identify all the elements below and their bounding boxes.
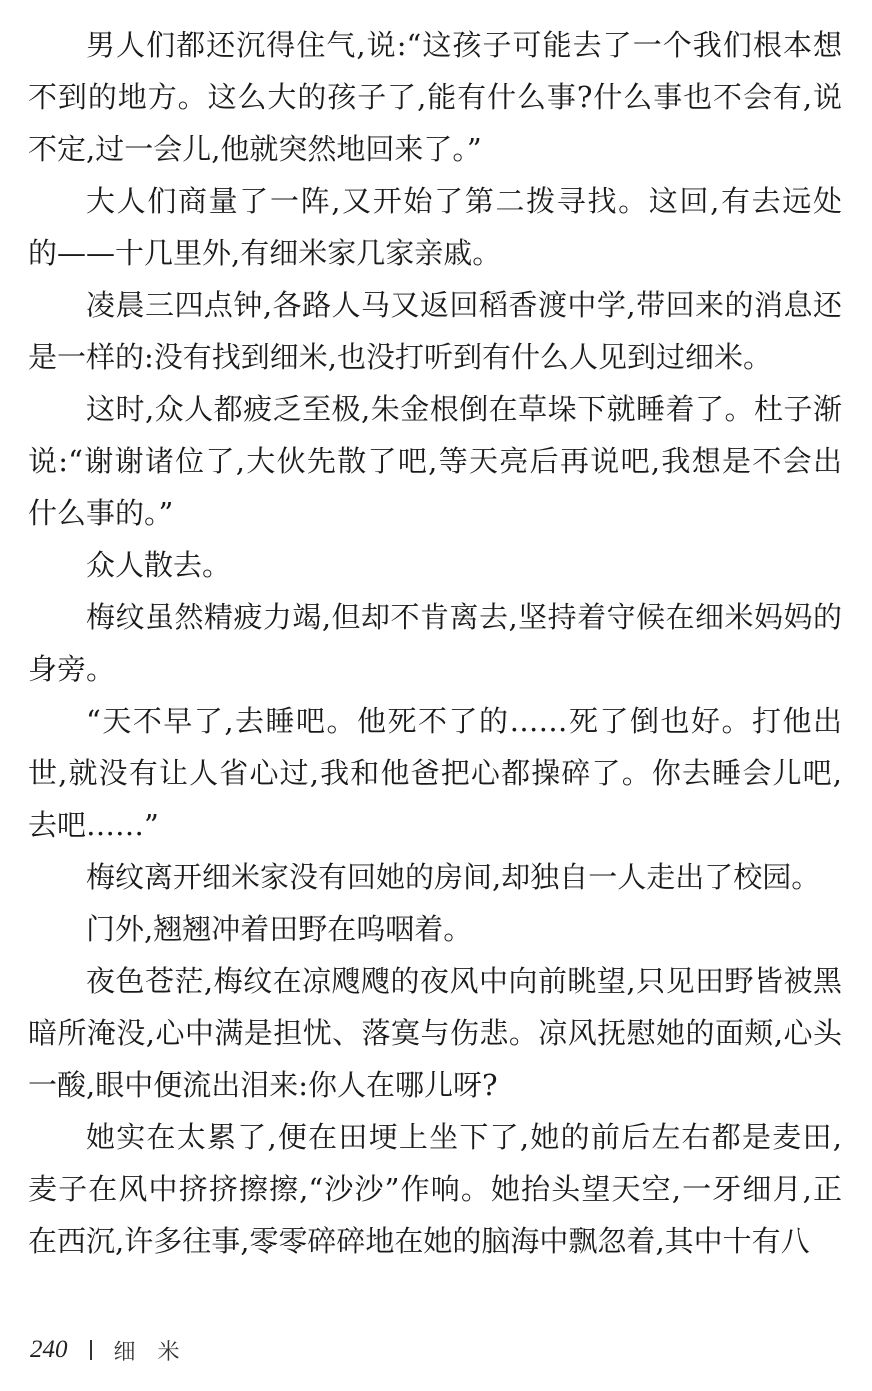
paragraph xyxy=(28,539,842,591)
body-text xyxy=(28,19,842,1267)
page-number: 240 xyxy=(30,1336,68,1363)
text-line: 这时,众人都疲乏至极,朱金根倒在草垛下就睡着了。杜子渐 xyxy=(86,392,842,426)
text-line: 说:“谢谢诸位了,大伙先散了吧,等天亮后再说吧,我想是不会出 xyxy=(28,444,842,478)
paragraph xyxy=(28,955,842,1111)
text-line: 麦子在风中挤挤擦擦,“沙沙”作响。她抬头望天空,一牙细月,正 xyxy=(28,1172,842,1206)
paragraph xyxy=(28,175,842,279)
paragraph xyxy=(28,851,842,903)
paragraph xyxy=(28,19,842,175)
text-line: 的——十几里外,有细米家几家亲戚。 xyxy=(28,236,502,270)
text-line: 在西沉,许多往事,零零碎碎地在她的脑海中飘忽着,其中十有八 xyxy=(28,1224,810,1258)
text-line: 梅纹离开细米家没有回她的房间,却独自一人走出了校园。 xyxy=(86,860,821,894)
text-line: 去吧……” xyxy=(28,808,159,842)
text-line: 是一样的:没有找到细米,也没打听到有什么人见到过细米。 xyxy=(28,340,772,374)
text-line: 男人们都还沉得住气,说:“这孩子可能去了一个我们根本想 xyxy=(86,28,842,62)
text-line: 世,就没有让人省心过,我和他爸把心都操碎了。你去睡会儿吧, xyxy=(28,756,842,790)
text-line: 门外,翘翘冲着田野在呜咽着。 xyxy=(86,912,473,946)
text-line: 不定,过一会儿,他就突然地回来了。” xyxy=(28,132,482,166)
text-line: 一酸,眼中便流出泪来:你人在哪儿呀? xyxy=(28,1068,498,1102)
paragraph xyxy=(28,383,842,539)
page-footer xyxy=(30,1332,202,1368)
paragraph xyxy=(28,591,842,695)
text-line: 不到的地方。这么大的孩子了,能有什么事?什么事也不会有,说 xyxy=(28,80,842,114)
footer-divider xyxy=(90,1340,92,1360)
text-line: “天不早了,去睡吧。他死不了的……死了倒也好。打他出 xyxy=(86,704,842,738)
text-line: 她实在太累了,便在田埂上坐下了,她的前后左右都是麦田, xyxy=(86,1120,842,1154)
text-line: 凌晨三四点钟,各路人马又返回稻香渡中学,带回来的消息还 xyxy=(86,288,842,322)
text-line: 什么事的。” xyxy=(28,496,174,530)
paragraph xyxy=(28,1111,842,1267)
text-line: 夜色苍茫,梅纹在凉飕飕的夜风中向前眺望,只见田野皆被黑 xyxy=(86,964,842,998)
text-line: 众人散去。 xyxy=(86,548,232,582)
book-title: 细米 xyxy=(113,1339,202,1365)
paragraph xyxy=(28,903,842,955)
paragraph xyxy=(28,695,842,851)
text-line: 身旁。 xyxy=(28,652,116,686)
paragraph xyxy=(28,279,842,383)
text-line: 大人们商量了一阵,又开始了第二拨寻找。这回,有去远处 xyxy=(86,184,842,218)
text-line: 暗所淹没,心中满是担忧、落寞与伤悲。凉风抚慰她的面颊,心头 xyxy=(28,1016,842,1050)
text-line: 梅纹虽然精疲力竭,但却不肯离去,坚持着守候在细米妈妈的 xyxy=(86,600,842,634)
